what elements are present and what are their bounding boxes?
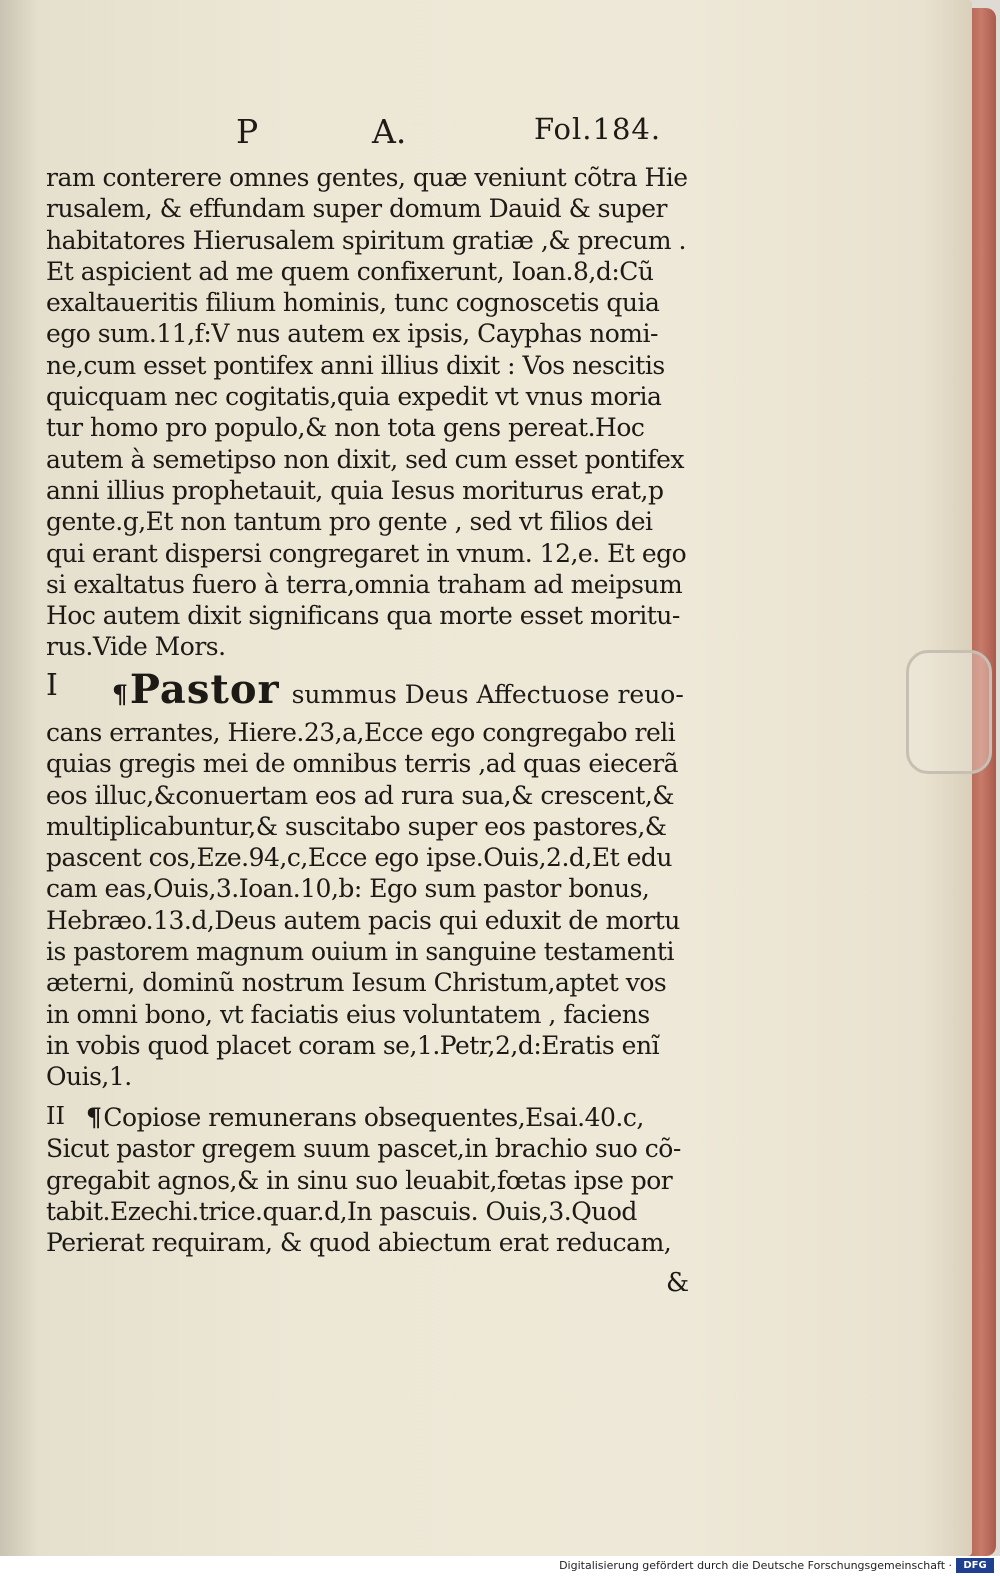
dfg-logo: DFG — [956, 1558, 994, 1573]
text-line: æterni, dominũ nostrum Iesum Christum,aptet vos — [46, 968, 667, 998]
page-clip — [906, 650, 992, 774]
text-line: gregabit agnos,& in sinu suo leuabit,fœtas ipse por — [46, 1165, 673, 1195]
text-line: autem à semetipso non dixit, sed cum esset pontifex — [46, 444, 685, 474]
text-line: in omni bono, vt faciatis eius voluntatem , faciens — [46, 999, 650, 1029]
section-pastor — [46, 668, 714, 1093]
section-first-line-text: Copiose remunerans obsequentes,Esai.40.c, — [103, 1103, 644, 1132]
section-heading: Pastor — [129, 666, 280, 713]
text-line: rus.Vide Mors. — [46, 632, 226, 662]
text-block-top — [46, 162, 714, 663]
section-first-line-text: summus Deus Affectuose reuo- — [291, 680, 684, 709]
text-line: is pastorem magnum ouium in sanguine testamenti — [46, 937, 674, 967]
footer-credit: Digitalisierung gefördert durch die Deutsche Forschungsgemeinschaft · — [559, 1559, 952, 1572]
text-line: ne,cum esset pontifex anni illius dixit : Vos nescitis — [46, 350, 665, 380]
text-line: quicquam nec cogitatis,quia expedit vt vnus moria — [46, 382, 662, 412]
text-line: tur homo pro populo,& non tota gens pereat.Hoc — [46, 413, 645, 443]
text-line: cam eas,Ouis,3.Ioan.10,b: Ego sum pastor bonus, — [46, 874, 650, 904]
pilcrow-icon: ¶ — [86, 1103, 102, 1132]
text-line: Perierat requiram, & quod abiectum erat reducam, — [46, 1228, 672, 1258]
text-line: tabit.Ezechi.trice.quar.d,In pascuis. Ouis,3.Quod — [46, 1196, 637, 1226]
text-line: rusalem, & effundam super domum Dauid & super — [46, 194, 667, 224]
section-ii — [46, 1102, 714, 1258]
header-letter-a: A. — [372, 112, 407, 151]
section-first-line — [112, 668, 714, 717]
text-line: qui erant dispersi congregaret in vnum. 12,e. Et ego — [46, 538, 687, 568]
text-line: exaltaueritis filium hominis, tunc cognoscetis quia — [46, 288, 660, 318]
text-line: pascent cos,Eze.94,c,Ecce ego ipse.Ouis,2.d,Et edu — [46, 843, 673, 873]
text-line: Et aspicient ad me quem confixerunt, Ioan.8,d:Cũ — [46, 256, 654, 286]
catchword: & — [666, 1268, 690, 1298]
section-numeral-ii: II — [46, 1102, 65, 1130]
text-line: si exaltatus fuero à terra,omnia traham ad meipsum — [46, 569, 683, 599]
text-line: anni illius prophetauit, quia Iesus moriturus erat,p — [46, 475, 664, 505]
digitization-footer — [0, 1556, 1000, 1576]
text-line: Ouis,1. — [46, 1062, 132, 1092]
pilcrow-icon: ¶ — [112, 680, 128, 709]
text-line: quias gregis mei de omnibus terris ,ad quas eiecerã — [46, 749, 679, 779]
text-line: Hoc autem dixit significans qua morte esset moritu- — [46, 601, 680, 631]
text-line: Hebræo.13.d,Deus autem pacis qui eduxit de mortu — [46, 905, 680, 935]
text-line: multiplicabuntur,& suscitabo super eos pastores,& — [46, 811, 667, 841]
text-line: in vobis quod placet coram se,1.Petr,2,d:Eratis enĩ — [46, 1030, 660, 1060]
section-first-line — [86, 1102, 714, 1133]
running-header — [0, 112, 972, 162]
header-letter-p: P — [236, 112, 259, 151]
text-line: habitatores Hierusalem spiritum gratiæ ,& precum . — [46, 225, 686, 255]
text-line: gente.g,Et non tantum pro gente , sed vt filios dei — [46, 507, 653, 537]
section-numeral-i: I — [46, 668, 58, 703]
text-line: cans errantes, Hiere.23,a,Ecce ego congregabo reli — [46, 718, 676, 747]
folio-number: Fol.184. — [534, 112, 662, 146]
text-line: eos illuc,&conuertam eos ad rura sua,& crescent,& — [46, 780, 675, 810]
text-line: ram conterere omnes gentes, quæ veniunt cõtra Hie — [46, 163, 688, 192]
text-line: Sicut pastor gregem suum pascet,in brachio suo cõ- — [46, 1134, 681, 1164]
text-line: ego sum.11,f:V nus autem ex ipsis, Cayphas nomi- — [46, 319, 658, 349]
